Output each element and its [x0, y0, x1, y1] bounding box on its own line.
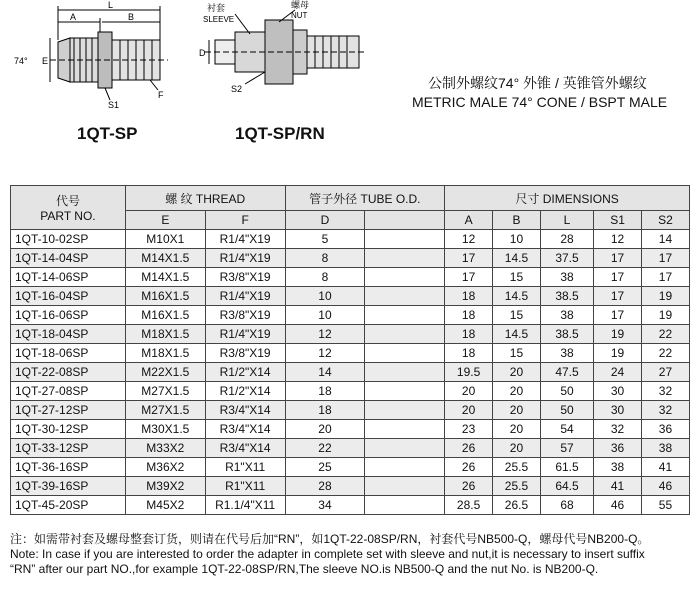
- cell-blank: [365, 287, 445, 306]
- spec-table: [10, 185, 690, 515]
- drawing-1qt-sp: [10, 0, 180, 110]
- table-row: [11, 287, 690, 306]
- cell-s2: 55: [641, 496, 689, 515]
- cell-d: 28: [285, 477, 365, 496]
- cell-blank: [365, 439, 445, 458]
- cell-blank: [365, 325, 445, 344]
- header-part-cn: 代号: [55, 194, 80, 208]
- cell-part: 1QT-45-20SP: [11, 496, 126, 515]
- cell-f: R3/4"X14: [205, 420, 285, 439]
- header-col-blank: [365, 211, 445, 230]
- cell-blank: [365, 306, 445, 325]
- cell-d: 10: [285, 306, 365, 325]
- cell-b: 10: [493, 230, 541, 249]
- sleeve-cn-label: 衬套: [207, 3, 226, 13]
- cell-a: 18: [445, 287, 493, 306]
- cell-a: 17: [445, 268, 493, 287]
- cell-l: 64.5: [540, 477, 593, 496]
- cell-e: M18X1.5: [125, 325, 205, 344]
- table-row: [11, 268, 690, 287]
- header-col-s2: S2: [641, 211, 689, 230]
- cell-s1: 17: [594, 249, 642, 268]
- cell-s2: 17: [641, 268, 689, 287]
- model-label-1qt-sp-rn: 1QT-SP/RN: [235, 124, 325, 143]
- cell-part: 1QT-18-04SP: [11, 325, 126, 344]
- cell-a: 26: [445, 458, 493, 477]
- cell-f: R1/4"X19: [205, 287, 285, 306]
- cell-e: M45X2: [125, 496, 205, 515]
- cell-l: 38: [540, 268, 593, 287]
- cell-s1: 19: [594, 325, 642, 344]
- table-row: [11, 496, 690, 515]
- cell-a: 12: [445, 230, 493, 249]
- cell-b: 15: [493, 306, 541, 325]
- cell-b: 14.5: [493, 287, 541, 306]
- table-row: [11, 458, 690, 477]
- cell-f: R3/8"X19: [205, 306, 285, 325]
- cell-f: R1/2"X14: [205, 363, 285, 382]
- table-row: [11, 325, 690, 344]
- cell-d: 12: [285, 344, 365, 363]
- table-row: [11, 306, 690, 325]
- angle-label: 74°: [14, 56, 28, 66]
- nut-en-label: NUT: [291, 11, 308, 20]
- cell-b: 20: [493, 363, 541, 382]
- cell-b: 25.5: [493, 458, 541, 477]
- cell-s2: 22: [641, 325, 689, 344]
- cell-blank: [365, 382, 445, 401]
- cell-b: 14.5: [493, 325, 541, 344]
- dim-a-label: A: [70, 12, 77, 22]
- cell-b: 25.5: [493, 477, 541, 496]
- cell-e: M22X1.5: [125, 363, 205, 382]
- cell-d: 20: [285, 420, 365, 439]
- cell-b: 15: [493, 344, 541, 363]
- cell-d: 10: [285, 287, 365, 306]
- cell-f: R1"X11: [205, 477, 285, 496]
- cell-part: 1QT-16-04SP: [11, 287, 126, 306]
- cell-a: 17: [445, 249, 493, 268]
- table-row: [11, 382, 690, 401]
- cell-s2: 19: [641, 306, 689, 325]
- cell-part: 1QT-27-08SP: [11, 382, 126, 401]
- cell-f: R3/4"X14: [205, 439, 285, 458]
- table-body: [11, 230, 690, 515]
- header-col-e: E: [125, 211, 205, 230]
- cell-b: 20: [493, 439, 541, 458]
- cell-d: 5: [285, 230, 365, 249]
- cell-part: 1QT-30-12SP: [11, 420, 126, 439]
- cell-e: M27X1.5: [125, 401, 205, 420]
- cell-a: 20: [445, 382, 493, 401]
- cell-l: 47.5: [540, 363, 593, 382]
- cell-a: 26: [445, 477, 493, 496]
- cell-s2: 46: [641, 477, 689, 496]
- cell-l: 28: [540, 230, 593, 249]
- cell-e: M14X1.5: [125, 249, 205, 268]
- cell-e: M14X1.5: [125, 268, 205, 287]
- cell-s1: 19: [594, 344, 642, 363]
- drawing-1qt-sp-rn: [195, 0, 370, 100]
- title-chinese: 公制外螺纹74° 外锥 / 英锥管外螺纹: [428, 75, 647, 91]
- cell-f: R1"X11: [205, 458, 285, 477]
- cell-part: 1QT-22-08SP: [11, 363, 126, 382]
- cell-a: 28.5: [445, 496, 493, 515]
- cell-s1: 17: [594, 287, 642, 306]
- header-tube-od: 管子外径 TUBE O.D.: [285, 186, 445, 211]
- cell-b: 14.5: [493, 249, 541, 268]
- model-label-1qt-sp: 1QT-SP: [77, 124, 138, 143]
- cell-e: M16X1.5: [125, 306, 205, 325]
- table-row: [11, 477, 690, 496]
- cell-e: M30X1.5: [125, 420, 205, 439]
- cell-s1: 30: [594, 382, 642, 401]
- cell-blank: [365, 496, 445, 515]
- cell-a: 18: [445, 306, 493, 325]
- cell-l: 50: [540, 382, 593, 401]
- title-english: METRIC MALE 74° CONE / BSPT MALE: [412, 94, 668, 110]
- cell-l: 61.5: [540, 458, 593, 477]
- table-row: [11, 420, 690, 439]
- cell-f: R1/2"X14: [205, 382, 285, 401]
- order-note: [10, 532, 694, 577]
- dim-l-label: L: [108, 0, 114, 10]
- table-row: [11, 439, 690, 458]
- cell-s2: 38: [641, 439, 689, 458]
- sleeve-en-label: SLEEVE: [203, 15, 235, 24]
- cell-a: 19.5: [445, 363, 493, 382]
- header-col-s1: S1: [594, 211, 642, 230]
- table-row: [11, 401, 690, 420]
- cell-s1: 41: [594, 477, 642, 496]
- header-part-no: [11, 186, 126, 230]
- cell-l: 68: [540, 496, 593, 515]
- cell-e: M27X1.5: [125, 382, 205, 401]
- cell-b: 26.5: [493, 496, 541, 515]
- dim-f-label: F: [158, 90, 164, 100]
- cell-part: 1QT-39-16SP: [11, 477, 126, 496]
- header-col-b: B: [493, 211, 541, 230]
- cell-a: 20: [445, 401, 493, 420]
- cell-b: 20: [493, 382, 541, 401]
- note-english-line2: “RN” after our part NO.,for example 1QT-22-08SP/RN,The sleeve NO.is NB500-Q and the nut No. is NB200-Q.: [10, 562, 599, 576]
- cell-a: 18: [445, 344, 493, 363]
- header-col-d: D: [285, 211, 365, 230]
- table-row: [11, 249, 690, 268]
- cell-part: 1QT-27-12SP: [11, 401, 126, 420]
- header-col-l: L: [540, 211, 593, 230]
- cell-part: 1QT-14-06SP: [11, 268, 126, 287]
- cell-e: M36X2: [125, 458, 205, 477]
- cell-e: M33X2: [125, 439, 205, 458]
- cell-part: 1QT-10-02SP: [11, 230, 126, 249]
- cell-l: 57: [540, 439, 593, 458]
- header-part-en: PART NO.: [40, 209, 96, 223]
- cell-e: M39X2: [125, 477, 205, 496]
- dim-d-label: D: [199, 48, 206, 58]
- header-col-a: A: [445, 211, 493, 230]
- table-row: [11, 230, 690, 249]
- cell-d: 14: [285, 363, 365, 382]
- header-dimensions: 尺寸 DIMENSIONS: [445, 186, 690, 211]
- cell-f: R3/4"X14: [205, 401, 285, 420]
- cell-a: 23: [445, 420, 493, 439]
- cell-f: R3/8"X19: [205, 268, 285, 287]
- cell-d: 34: [285, 496, 365, 515]
- table-row: [11, 344, 690, 363]
- cell-f: R1/4"X19: [205, 249, 285, 268]
- note-chinese: 注：如需带衬套及螺母整套订货，则请在代号后加“RN”，如1QT-22-08SP/RN，衬套代号NB500-Q，螺母代号NB200-Q。: [10, 532, 650, 546]
- cell-l: 54: [540, 420, 593, 439]
- cell-s1: 30: [594, 401, 642, 420]
- table-row: [11, 363, 690, 382]
- cell-d: 8: [285, 268, 365, 287]
- cell-f: R3/8"X19: [205, 344, 285, 363]
- cell-s2: 19: [641, 287, 689, 306]
- cell-d: 25: [285, 458, 365, 477]
- cell-f: R1/4"X19: [205, 325, 285, 344]
- cell-f: R1.1/4"X11: [205, 496, 285, 515]
- cell-s2: 22: [641, 344, 689, 363]
- cell-b: 20: [493, 401, 541, 420]
- cell-blank: [365, 344, 445, 363]
- cell-e: M18X1.5: [125, 344, 205, 363]
- cell-part: 1QT-18-06SP: [11, 344, 126, 363]
- cell-blank: [365, 401, 445, 420]
- nut-cn-label: 螺母: [291, 0, 310, 10]
- header-col-f: F: [205, 211, 285, 230]
- cell-l: 37.5: [540, 249, 593, 268]
- drawings-area: [0, 0, 700, 180]
- cell-d: 8: [285, 249, 365, 268]
- cell-l: 38: [540, 344, 593, 363]
- cell-l: 38.5: [540, 325, 593, 344]
- cell-s1: 38: [594, 458, 642, 477]
- dim-e-label: E: [42, 56, 49, 66]
- cell-l: 38: [540, 306, 593, 325]
- cell-b: 15: [493, 268, 541, 287]
- cell-blank: [365, 420, 445, 439]
- cell-s2: 14: [641, 230, 689, 249]
- cell-d: 18: [285, 382, 365, 401]
- cell-s2: 32: [641, 382, 689, 401]
- note-english-line1: Note: In case if you are interested to order the adapter in complete set with sleeve and nut,it is necessary to insert suffix: [10, 547, 645, 561]
- cell-s1: 36: [594, 439, 642, 458]
- cell-s1: 12: [594, 230, 642, 249]
- cell-e: M10X1: [125, 230, 205, 249]
- cell-s2: 17: [641, 249, 689, 268]
- cell-s1: 17: [594, 306, 642, 325]
- cell-part: 1QT-33-12SP: [11, 439, 126, 458]
- dim-s1-label: S1: [108, 100, 120, 110]
- cell-s2: 41: [641, 458, 689, 477]
- cell-d: 18: [285, 401, 365, 420]
- cell-e: M16X1.5: [125, 287, 205, 306]
- cell-blank: [365, 458, 445, 477]
- cell-s2: 36: [641, 420, 689, 439]
- cell-blank: [365, 477, 445, 496]
- cell-part: 1QT-14-04SP: [11, 249, 126, 268]
- cell-part: 1QT-36-16SP: [11, 458, 126, 477]
- cell-d: 12: [285, 325, 365, 344]
- cell-l: 38.5: [540, 287, 593, 306]
- header-thread: 螺 纹 THREAD: [125, 186, 285, 211]
- dim-s2-label: S2: [231, 84, 243, 94]
- cell-a: 18: [445, 325, 493, 344]
- dim-b-label: B: [128, 12, 135, 22]
- cell-s1: 24: [594, 363, 642, 382]
- cell-s1: 17: [594, 268, 642, 287]
- cell-blank: [365, 230, 445, 249]
- cell-s2: 27: [641, 363, 689, 382]
- cell-s1: 32: [594, 420, 642, 439]
- cell-blank: [365, 249, 445, 268]
- cell-f: R1/4"X19: [205, 230, 285, 249]
- cell-blank: [365, 268, 445, 287]
- cell-a: 26: [445, 439, 493, 458]
- cell-s1: 46: [594, 496, 642, 515]
- cell-d: 22: [285, 439, 365, 458]
- cell-l: 50: [540, 401, 593, 420]
- cell-blank: [365, 363, 445, 382]
- cell-s2: 32: [641, 401, 689, 420]
- cell-part: 1QT-16-06SP: [11, 306, 126, 325]
- cell-b: 20: [493, 420, 541, 439]
